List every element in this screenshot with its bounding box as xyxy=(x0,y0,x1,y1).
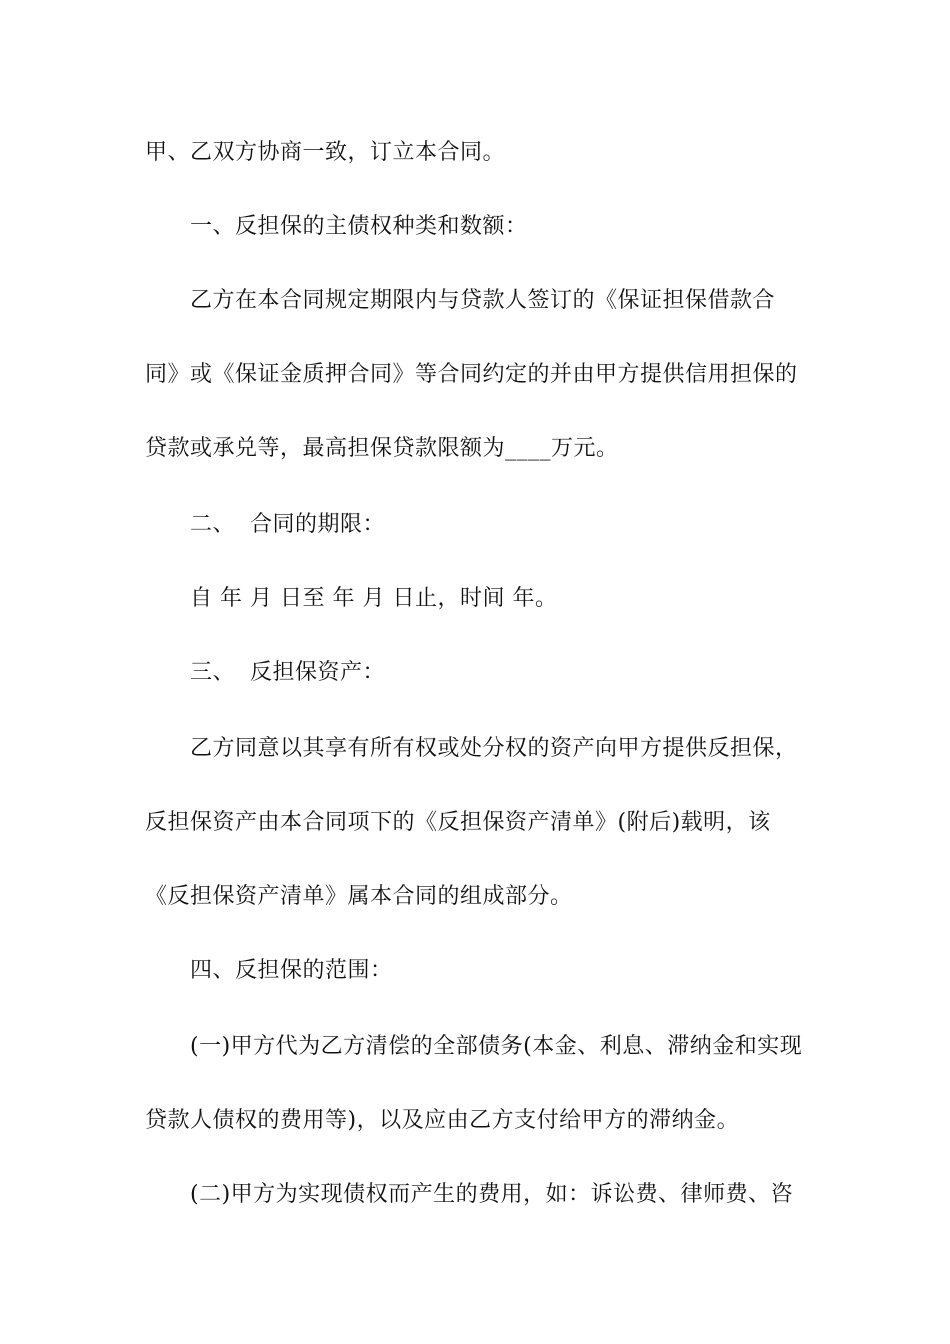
paragraph-line: (一)甲方代为乙方清偿的全部债务(本金、利息、滞纳金和实现 xyxy=(190,1034,803,1059)
paragraph-line: 自 年 月 日至 年 月 日止，时间 年。 xyxy=(190,586,558,611)
section-heading-2: 二、 合同的期限： xyxy=(190,512,385,537)
section-heading-4: 四、反担保的范围： xyxy=(190,958,393,983)
paragraph-line: 贷款人债权的费用等)，以及应由乙方支付给甲方的滞纳金。 xyxy=(145,1108,740,1133)
paragraph-line: (二)甲方为实现债权而产生的费用，如：诉讼费、律师费、咨 xyxy=(190,1182,794,1207)
section-heading-3: 三、 反担保资产： xyxy=(190,660,385,685)
paragraph-line: 反担保资产由本合同项下的《反担保资产清单》(附后)载明，该 xyxy=(145,810,771,835)
paragraph-line: 乙方同意以其享有所有权或处分权的资产向甲方提供反担保， xyxy=(190,736,798,761)
section-heading-1: 一、反担保的主债权种类和数额： xyxy=(190,214,528,239)
paragraph-line: 同》或《保证金质押合同》等合同约定的并由甲方提供信用担保的 xyxy=(145,362,798,387)
paragraph-line: 甲、乙双方协商一致，订立本合同。 xyxy=(145,140,506,165)
paragraph-line: 乙方在本合同规定期限内与贷款人签订的《保证担保借款合 xyxy=(190,288,776,313)
paragraph-line: 贷款或承兑等，最高担保贷款限额为____万元。 xyxy=(145,436,619,461)
paragraph-line: 《反担保资产清单》属本合同的组成部分。 xyxy=(145,884,573,909)
